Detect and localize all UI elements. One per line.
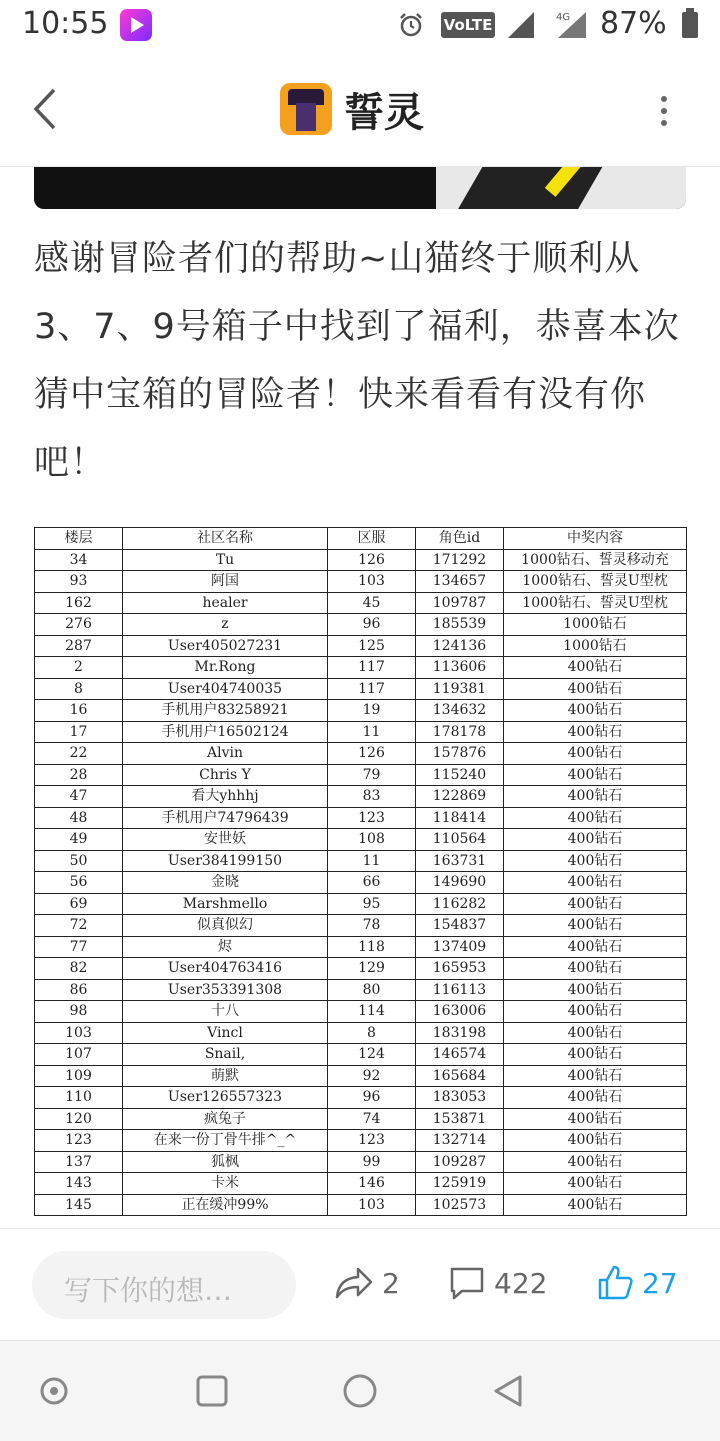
cell-role-id: 154837 bbox=[416, 915, 504, 937]
col-header-prize: 中奖内容 bbox=[504, 528, 687, 550]
cell-name: Mr.Rong bbox=[123, 657, 328, 679]
cell-floor: 22 bbox=[35, 743, 123, 765]
cell-name: 手机用户16502124 bbox=[123, 721, 328, 743]
cell-server: 8 bbox=[328, 1022, 416, 1044]
comment-icon bbox=[448, 1265, 486, 1301]
cell-floor: 17 bbox=[35, 721, 123, 743]
post-body-text: 感谢冒险者们的帮助~山猫终于顺利从3、7、9号箱子中找到了福利，恭喜本次猜中宝箱的冒险者！快来看看有没有你吧！ bbox=[34, 239, 680, 483]
cell-role-id: 149690 bbox=[416, 872, 504, 894]
cell-role-id: 165953 bbox=[416, 958, 504, 980]
cell-name: 正在缓冲99% bbox=[123, 1194, 328, 1216]
cell-name: User405027231 bbox=[123, 635, 328, 657]
cell-floor: 47 bbox=[35, 786, 123, 808]
cell-server: 11 bbox=[328, 850, 416, 872]
cell-floor: 48 bbox=[35, 807, 123, 829]
table-row bbox=[35, 850, 687, 872]
cell-role-id: 185539 bbox=[416, 614, 504, 636]
cell-name: Chris Y bbox=[123, 764, 328, 786]
col-header-floor: 楼层 bbox=[35, 528, 123, 550]
cell-prize: 400钻石 bbox=[504, 872, 687, 894]
table-row bbox=[35, 1130, 687, 1152]
cell-name: 阿国 bbox=[123, 571, 328, 593]
app-logo bbox=[280, 83, 332, 135]
cell-name: 烬 bbox=[123, 936, 328, 958]
cell-prize: 400钻石 bbox=[504, 1065, 687, 1087]
cell-role-id: 183198 bbox=[416, 1022, 504, 1044]
cell-name: Snail, bbox=[123, 1044, 328, 1066]
cell-server: 129 bbox=[328, 958, 416, 980]
col-header-server: 区服 bbox=[328, 528, 416, 550]
cell-server: 80 bbox=[328, 979, 416, 1001]
table-row bbox=[35, 1087, 687, 1109]
comment-input[interactable] bbox=[32, 1251, 296, 1319]
table-row bbox=[35, 571, 687, 593]
cell-floor: 120 bbox=[35, 1108, 123, 1130]
cell-prize: 400钻石 bbox=[504, 1151, 687, 1173]
cell-prize: 1000钻石、誓灵移动充 bbox=[504, 549, 687, 571]
bottom-action-bar bbox=[0, 1228, 720, 1341]
dot-icon bbox=[661, 120, 667, 126]
cell-floor: 50 bbox=[35, 850, 123, 872]
cell-prize: 400钻石 bbox=[504, 678, 687, 700]
cell-prize: 400钻石 bbox=[504, 1173, 687, 1195]
battery-icon bbox=[682, 12, 698, 38]
back-nav-button[interactable] bbox=[490, 1373, 526, 1409]
cell-role-id: 153871 bbox=[416, 1108, 504, 1130]
table-row bbox=[35, 786, 687, 808]
cell-floor: 103 bbox=[35, 1022, 123, 1044]
cell-floor: 72 bbox=[35, 915, 123, 937]
cell-role-id: 113606 bbox=[416, 657, 504, 679]
cell-role-id: 124136 bbox=[416, 635, 504, 657]
cell-name: 似真似幻 bbox=[123, 915, 328, 937]
winners-table-image[interactable] bbox=[34, 527, 686, 1216]
cell-role-id: 178178 bbox=[416, 721, 504, 743]
cell-prize: 400钻石 bbox=[504, 915, 687, 937]
cell-role-id: 146574 bbox=[416, 1044, 504, 1066]
table-row bbox=[35, 635, 687, 657]
app-notification-icon bbox=[120, 9, 152, 41]
table-row bbox=[35, 1108, 687, 1130]
col-header-role-id: 角色id bbox=[416, 528, 504, 550]
dot-icon bbox=[661, 108, 667, 114]
table-row bbox=[35, 958, 687, 980]
cell-prize: 400钻石 bbox=[504, 1022, 687, 1044]
cell-role-id: 137409 bbox=[416, 936, 504, 958]
post-content[interactable] bbox=[0, 167, 720, 1227]
cell-prize: 400钻石 bbox=[504, 743, 687, 765]
cell-floor: 56 bbox=[35, 872, 123, 894]
cell-role-id: 116113 bbox=[416, 979, 504, 1001]
cell-role-id: 102573 bbox=[416, 1194, 504, 1216]
svg-text:4G: 4G bbox=[556, 12, 571, 23]
comment-count: 422 bbox=[494, 1266, 548, 1300]
cell-server: 126 bbox=[328, 549, 416, 571]
table-row bbox=[35, 678, 687, 700]
volte-badge: VoLTE bbox=[441, 12, 495, 38]
dot-icon bbox=[661, 96, 667, 102]
cell-server: 79 bbox=[328, 764, 416, 786]
cell-floor: 123 bbox=[35, 1130, 123, 1152]
cell-role-id: 125919 bbox=[416, 1173, 504, 1195]
cell-prize: 400钻石 bbox=[504, 1087, 687, 1109]
cell-prize: 400钻石 bbox=[504, 657, 687, 679]
cell-server: 92 bbox=[328, 1065, 416, 1087]
cell-floor: 28 bbox=[35, 764, 123, 786]
comment-placeholder: 写下你的想… bbox=[64, 1274, 233, 1307]
winners-table bbox=[34, 527, 687, 1216]
cell-prize: 400钻石 bbox=[504, 721, 687, 743]
cell-server: 19 bbox=[328, 700, 416, 722]
table-row bbox=[35, 936, 687, 958]
back-button[interactable] bbox=[26, 82, 66, 136]
cell-floor: 77 bbox=[35, 936, 123, 958]
cell-name: User384199150 bbox=[123, 850, 328, 872]
cell-server: 74 bbox=[328, 1108, 416, 1130]
cell-prize: 400钻石 bbox=[504, 807, 687, 829]
cell-prize: 400钻石 bbox=[504, 764, 687, 786]
status-bar bbox=[0, 0, 720, 52]
cell-name: User404763416 bbox=[123, 958, 328, 980]
cell-prize: 400钻石 bbox=[504, 936, 687, 958]
cell-server: 126 bbox=[328, 743, 416, 765]
like-count: 27 bbox=[642, 1266, 678, 1300]
cell-name: z bbox=[123, 614, 328, 636]
table-row bbox=[35, 1173, 687, 1195]
cell-server: 117 bbox=[328, 678, 416, 700]
cell-name: Marshmello bbox=[123, 893, 328, 915]
cell-name: Alvin bbox=[123, 743, 328, 765]
cell-server: 124 bbox=[328, 1044, 416, 1066]
table-row bbox=[35, 657, 687, 679]
cell-prize: 1000钻石、誓灵U型枕 bbox=[504, 571, 687, 593]
comment-button[interactable] bbox=[448, 1263, 547, 1303]
cell-floor: 162 bbox=[35, 592, 123, 614]
forum-title-group[interactable] bbox=[280, 82, 424, 136]
table-row bbox=[35, 764, 687, 786]
cell-name: User353391308 bbox=[123, 979, 328, 1001]
cell-name: healer bbox=[123, 592, 328, 614]
cell-server: 95 bbox=[328, 893, 416, 915]
cell-role-id: 165684 bbox=[416, 1065, 504, 1087]
cell-role-id: 109287 bbox=[416, 1151, 504, 1173]
cell-prize: 400钻石 bbox=[504, 1044, 687, 1066]
table-row bbox=[35, 592, 687, 614]
cell-floor: 98 bbox=[35, 1001, 123, 1023]
battery-percent: 87% bbox=[600, 6, 667, 41]
cell-server: 96 bbox=[328, 614, 416, 636]
cell-server: 99 bbox=[328, 1151, 416, 1173]
cell-server: 123 bbox=[328, 1130, 416, 1152]
signal-icon bbox=[506, 10, 536, 40]
table-row bbox=[35, 743, 687, 765]
assistant-nav-button[interactable] bbox=[36, 1373, 72, 1409]
home-button[interactable] bbox=[342, 1373, 378, 1409]
cell-name: 手机用户74796439 bbox=[123, 807, 328, 829]
post-banner-image[interactable] bbox=[34, 167, 686, 209]
cell-role-id: 163006 bbox=[416, 1001, 504, 1023]
table-row bbox=[35, 614, 687, 636]
table-row bbox=[35, 915, 687, 937]
system-nav-bar bbox=[0, 1340, 720, 1441]
table-row bbox=[35, 549, 687, 571]
status-time: 10:55 bbox=[22, 6, 109, 41]
cell-server: 11 bbox=[328, 721, 416, 743]
share-button[interactable] bbox=[334, 1263, 400, 1303]
page-title: 誓灵 bbox=[344, 89, 424, 136]
table-row bbox=[35, 829, 687, 851]
cell-floor: 110 bbox=[35, 1087, 123, 1109]
signal-4g-icon bbox=[552, 8, 588, 40]
cell-prize: 400钻石 bbox=[504, 958, 687, 980]
share-count: 2 bbox=[382, 1266, 400, 1300]
like-button[interactable] bbox=[596, 1263, 678, 1303]
cell-prize: 400钻石 bbox=[504, 1130, 687, 1152]
cell-server: 96 bbox=[328, 1087, 416, 1109]
cell-role-id: 163731 bbox=[416, 850, 504, 872]
table-row bbox=[35, 1151, 687, 1173]
table-row bbox=[35, 1194, 687, 1216]
cell-role-id: 109787 bbox=[416, 592, 504, 614]
cell-server: 108 bbox=[328, 829, 416, 851]
cell-prize: 400钻石 bbox=[504, 786, 687, 808]
cell-name: 萌默 bbox=[123, 1065, 328, 1087]
table-row bbox=[35, 1065, 687, 1087]
cell-name: 看大yhhhj bbox=[123, 786, 328, 808]
cell-floor: 49 bbox=[35, 829, 123, 851]
cell-floor: 107 bbox=[35, 1044, 123, 1066]
cell-floor: 69 bbox=[35, 893, 123, 915]
recent-apps-button[interactable] bbox=[194, 1373, 230, 1409]
cell-name: Vincl bbox=[123, 1022, 328, 1044]
table-row bbox=[35, 721, 687, 743]
cell-name: 十八 bbox=[123, 1001, 328, 1023]
cell-server: 45 bbox=[328, 592, 416, 614]
cell-floor: 93 bbox=[35, 571, 123, 593]
share-icon bbox=[334, 1265, 374, 1301]
cell-server: 66 bbox=[328, 872, 416, 894]
cell-server: 103 bbox=[328, 571, 416, 593]
cell-floor: 82 bbox=[35, 958, 123, 980]
table-row bbox=[35, 700, 687, 722]
table-row bbox=[35, 979, 687, 1001]
cell-role-id: 110564 bbox=[416, 829, 504, 851]
cell-role-id: 183053 bbox=[416, 1087, 504, 1109]
cell-floor: 109 bbox=[35, 1065, 123, 1087]
table-header-row bbox=[35, 528, 687, 550]
cell-prize: 1000钻石、誓灵U型枕 bbox=[504, 592, 687, 614]
cell-name: 疯兔子 bbox=[123, 1108, 328, 1130]
cell-floor: 143 bbox=[35, 1173, 123, 1195]
cell-server: 103 bbox=[328, 1194, 416, 1216]
cell-floor: 145 bbox=[35, 1194, 123, 1216]
table-row bbox=[35, 807, 687, 829]
cell-server: 146 bbox=[328, 1173, 416, 1195]
cell-role-id: 134657 bbox=[416, 571, 504, 593]
cell-prize: 400钻石 bbox=[504, 700, 687, 722]
table-row bbox=[35, 1022, 687, 1044]
cell-floor: 137 bbox=[35, 1151, 123, 1173]
cell-server: 118 bbox=[328, 936, 416, 958]
cell-floor: 16 bbox=[35, 700, 123, 722]
cell-name: 卡米 bbox=[123, 1173, 328, 1195]
cell-server: 78 bbox=[328, 915, 416, 937]
cell-name: User404740035 bbox=[123, 678, 328, 700]
cell-prize: 400钻石 bbox=[504, 893, 687, 915]
cell-role-id: 118414 bbox=[416, 807, 504, 829]
cell-name: 手机用户83258921 bbox=[123, 700, 328, 722]
cell-floor: 287 bbox=[35, 635, 123, 657]
cell-prize: 400钻石 bbox=[504, 979, 687, 1001]
cell-server: 117 bbox=[328, 657, 416, 679]
cell-floor: 34 bbox=[35, 549, 123, 571]
top-app-bar bbox=[0, 52, 720, 167]
cell-role-id: 116282 bbox=[416, 893, 504, 915]
table-row bbox=[35, 872, 687, 894]
col-header-name: 社区名称 bbox=[123, 528, 328, 550]
cell-floor: 2 bbox=[35, 657, 123, 679]
cell-server: 125 bbox=[328, 635, 416, 657]
cell-server: 114 bbox=[328, 1001, 416, 1023]
cell-prize: 400钻石 bbox=[504, 829, 687, 851]
cell-name: 在来一份丁骨牛排^_^ bbox=[123, 1130, 328, 1152]
thumbs-up-icon bbox=[596, 1264, 634, 1302]
table-row bbox=[35, 893, 687, 915]
cell-name: 金晓 bbox=[123, 872, 328, 894]
cell-role-id: 119381 bbox=[416, 678, 504, 700]
cell-server: 83 bbox=[328, 786, 416, 808]
cell-prize: 1000钻石 bbox=[504, 635, 687, 657]
cell-server: 123 bbox=[328, 807, 416, 829]
table-row bbox=[35, 1001, 687, 1023]
cell-prize: 400钻石 bbox=[504, 1194, 687, 1216]
cell-name: Tu bbox=[123, 549, 328, 571]
cell-prize: 400钻石 bbox=[504, 850, 687, 872]
cell-role-id: 122869 bbox=[416, 786, 504, 808]
table-row bbox=[35, 1044, 687, 1066]
cell-prize: 400钻石 bbox=[504, 1108, 687, 1130]
more-options-button[interactable] bbox=[652, 92, 676, 128]
cell-role-id: 157876 bbox=[416, 743, 504, 765]
cell-role-id: 115240 bbox=[416, 764, 504, 786]
alarm-icon bbox=[398, 12, 424, 38]
cell-name: User126557323 bbox=[123, 1087, 328, 1109]
cell-role-id: 171292 bbox=[416, 549, 504, 571]
cell-prize: 1000钻石 bbox=[504, 614, 687, 636]
cell-floor: 86 bbox=[35, 979, 123, 1001]
cell-role-id: 134632 bbox=[416, 700, 504, 722]
cell-role-id: 132714 bbox=[416, 1130, 504, 1152]
cell-name: 狐枫 bbox=[123, 1151, 328, 1173]
cell-prize: 400钻石 bbox=[504, 1001, 687, 1023]
cell-floor: 8 bbox=[35, 678, 123, 700]
cell-name: 安世妖 bbox=[123, 829, 328, 851]
cell-floor: 276 bbox=[35, 614, 123, 636]
